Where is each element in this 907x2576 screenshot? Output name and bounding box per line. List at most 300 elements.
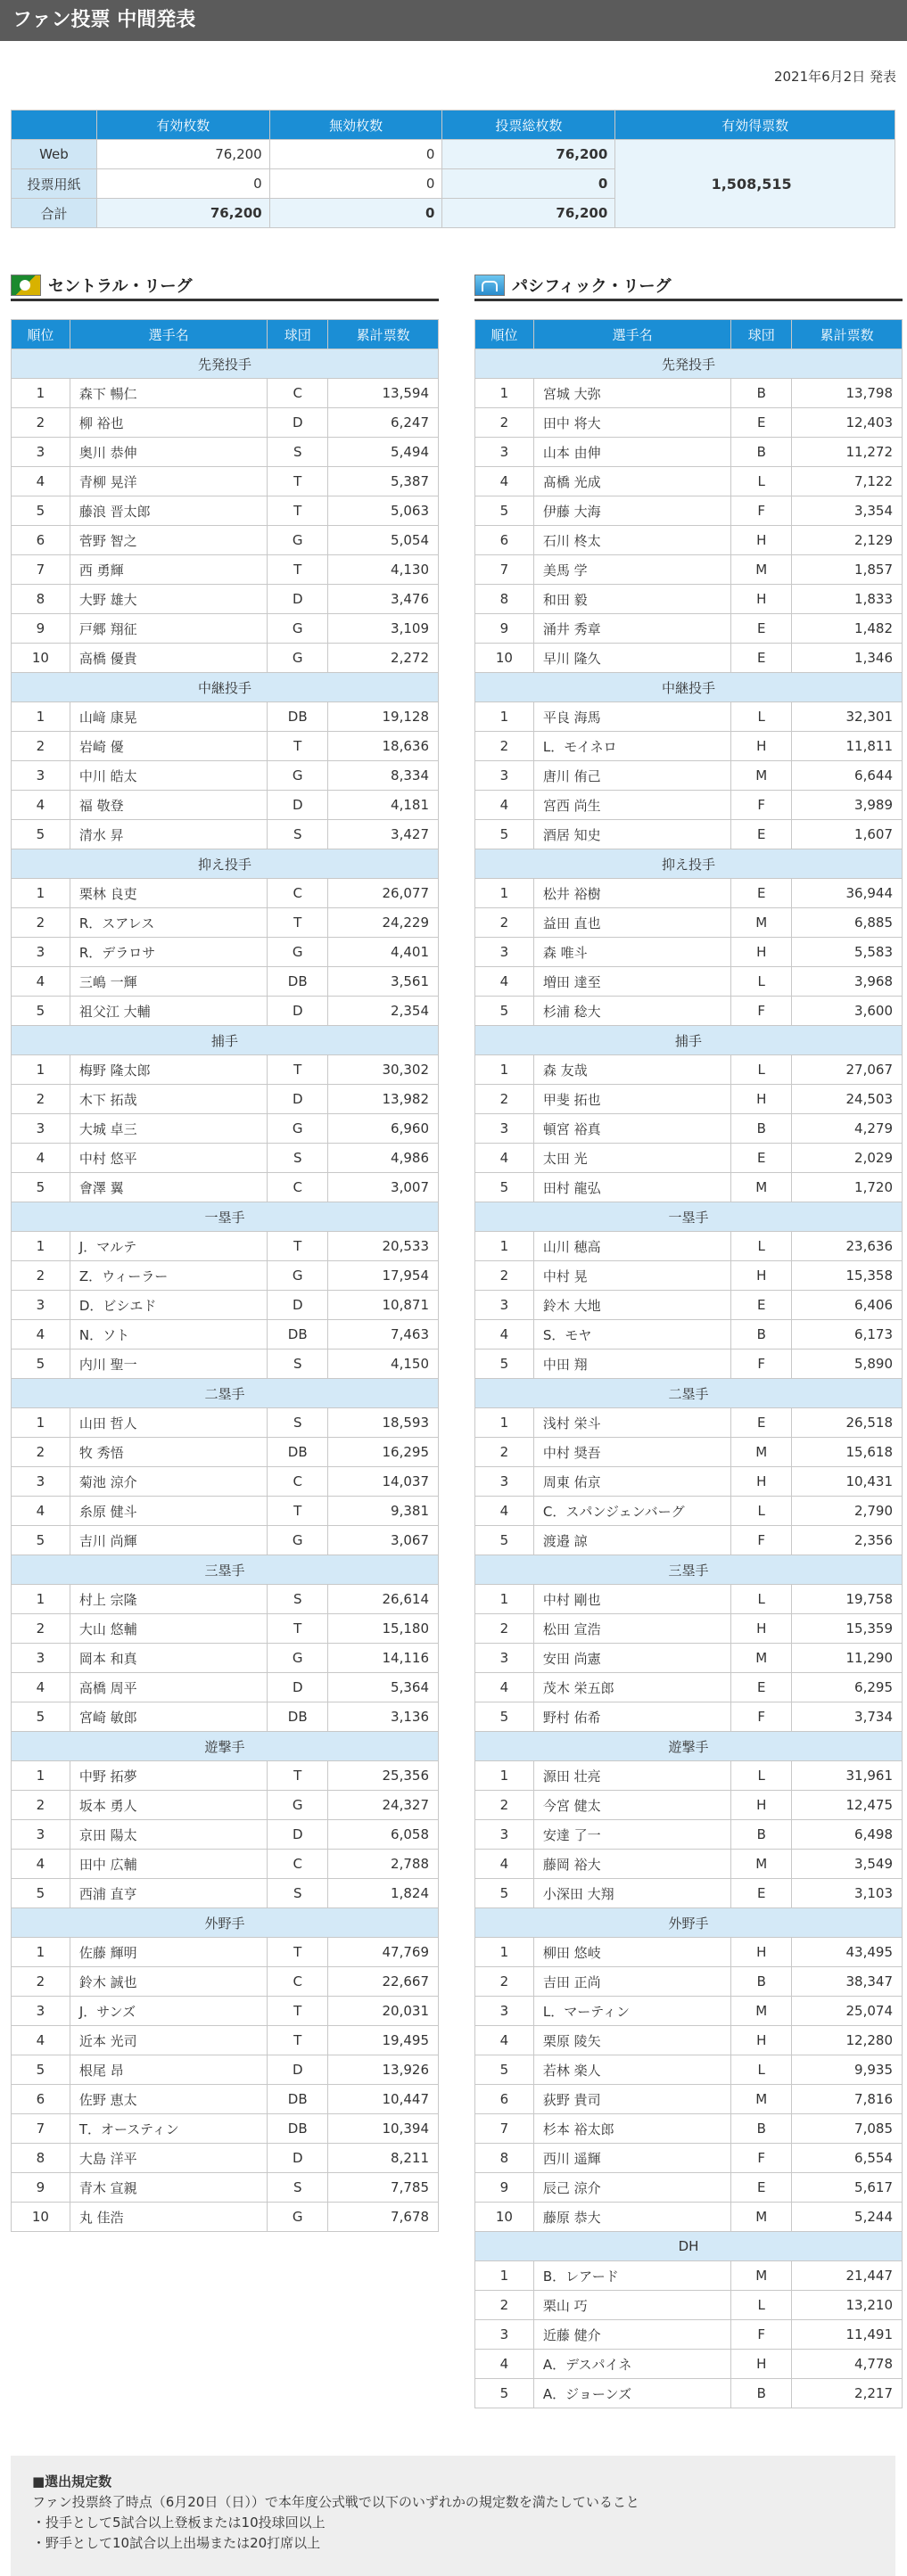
team-cell: B (731, 1820, 792, 1850)
team-cell: F (731, 1526, 792, 1555)
team-cell: B (731, 438, 792, 467)
team-cell: T (268, 908, 328, 938)
player-name-cell: 岩崎 優 (70, 732, 267, 761)
player-name-cell: 藤浪 晋太郎 (70, 496, 267, 526)
position-header-row (12, 349, 439, 379)
votes-cell: 20,031 (328, 1997, 439, 2026)
player-name-cell: 益田 直也 (533, 908, 730, 938)
votes-cell: 1,824 (328, 1879, 439, 1908)
player-row (475, 1967, 903, 1997)
team-cell: G (268, 2203, 328, 2232)
player-row (475, 2055, 903, 2085)
player-name-cell: 和田 毅 (533, 585, 730, 614)
votes-cell: 25,356 (328, 1761, 439, 1791)
team-cell: L (731, 2055, 792, 2085)
player-name-cell: 山田 哲人 (70, 1408, 267, 1438)
team-cell: B (731, 2379, 792, 2408)
player-name-cell: 高橋 周平 (70, 1673, 267, 1702)
position-header-row (475, 1732, 903, 1761)
player-name-cell: 梅野 隆太郎 (70, 1055, 267, 1085)
team-cell: G (268, 1114, 328, 1144)
votes-cell: 4,130 (328, 555, 439, 585)
team-cell: T (268, 1497, 328, 1526)
player-name-cell: 近本 光司 (70, 2026, 267, 2055)
player-row (12, 967, 439, 997)
selection-rules-line: ・野手として10試合以上出場または20打席以上 (32, 2535, 321, 2551)
player-name-cell: 早川 隆久 (533, 644, 730, 673)
player-row (475, 1879, 903, 1908)
player-row (12, 820, 439, 849)
player-name-cell: 吉川 尚輝 (70, 1526, 267, 1555)
player-row (475, 614, 903, 644)
rank-cell: 4 (12, 1144, 70, 1173)
position-label: 三塁手 (12, 1555, 439, 1585)
position-label: 捕手 (12, 1026, 439, 1055)
rank-cell: 3 (475, 1644, 534, 1673)
player-row (12, 2026, 439, 2055)
team-cell: DB (268, 1320, 328, 1350)
player-name-cell: 宮城 大弥 (533, 379, 730, 408)
team-cell: E (731, 1144, 792, 1173)
player-name-cell: 安達 了一 (533, 1820, 730, 1850)
player-name-cell: 栗山 巧 (533, 2291, 730, 2320)
player-row (475, 1820, 903, 1850)
player-row (12, 1232, 439, 1261)
player-name-cell: 中田 翔 (533, 1350, 730, 1379)
page-header (0, 0, 907, 41)
team-cell: M (731, 1850, 792, 1879)
team-cell: M (731, 1644, 792, 1673)
votes-cell: 11,272 (792, 438, 903, 467)
votes-cell: 31,961 (792, 1761, 903, 1791)
team-cell: L (731, 1055, 792, 1085)
rank-cell: 4 (475, 1850, 534, 1879)
votes-cell: 13,982 (328, 1085, 439, 1114)
col-team: 球団 (268, 320, 328, 349)
rank-cell: 7 (475, 555, 534, 585)
selection-rules-heading: ■選出規定数 (32, 2473, 112, 2490)
player-name-cell: 牧 秀悟 (70, 1438, 267, 1467)
votes-cell: 2,356 (792, 1526, 903, 1555)
rank-cell: 3 (12, 938, 70, 967)
player-name-cell: 野村 佑希 (533, 1702, 730, 1732)
player-name-cell: 西川 遥輝 (533, 2144, 730, 2173)
rank-cell: 5 (475, 496, 534, 526)
rank-cell: 4 (475, 791, 534, 820)
rank-cell: 8 (12, 2144, 70, 2173)
player-row (475, 1232, 903, 1261)
team-cell: L (731, 1232, 792, 1261)
position-header-row (475, 1379, 903, 1408)
team-cell: S (268, 1879, 328, 1908)
team-cell: E (731, 644, 792, 673)
player-row (475, 1702, 903, 1732)
player-name-cell: 髙橋 光成 (533, 467, 730, 496)
player-name-cell: A．ジョーンズ (533, 2379, 730, 2408)
rank-cell: 6 (12, 2085, 70, 2114)
player-row (475, 379, 903, 408)
team-cell: S (268, 2173, 328, 2203)
team-cell: T (268, 467, 328, 496)
player-row (475, 702, 903, 732)
votes-cell: 26,077 (328, 879, 439, 908)
votes-cell: 36,944 (792, 879, 903, 908)
player-name-cell: R．デラロサ (70, 938, 267, 967)
team-cell: E (731, 1291, 792, 1320)
votes-cell: 1,833 (792, 585, 903, 614)
rank-cell: 2 (475, 1438, 534, 1467)
votes-cell: 5,890 (792, 1350, 903, 1379)
position-label: 先発投手 (475, 349, 903, 379)
player-row (12, 1497, 439, 1526)
player-name-cell: 大島 洋平 (70, 2144, 267, 2173)
votes-cell: 8,334 (328, 761, 439, 791)
team-cell: H (731, 1261, 792, 1291)
votes-cell: 26,614 (328, 1585, 439, 1614)
player-name-cell: D．ビシエド (70, 1291, 267, 1320)
team-cell: D (268, 2055, 328, 2085)
votes-cell: 10,871 (328, 1291, 439, 1320)
summary-col-valid: 有効枚数 (96, 111, 269, 140)
player-name-cell: 木下 拓哉 (70, 1085, 267, 1114)
team-cell: D (268, 997, 328, 1026)
team-cell: M (731, 1438, 792, 1467)
player-row (475, 526, 903, 555)
rank-cell: 6 (475, 2085, 534, 2114)
player-row (475, 585, 903, 614)
rank-cell: 2 (12, 1085, 70, 1114)
vote-table-header-row (475, 320, 903, 349)
votes-cell: 3,427 (328, 820, 439, 849)
announcement-date: 2021年6月2日 発表 (773, 69, 896, 85)
team-cell: G (268, 1791, 328, 1820)
team-cell: E (731, 408, 792, 438)
player-row (12, 1144, 439, 1173)
player-name-cell: 中村 奨吾 (533, 1438, 730, 1467)
votes-cell: 5,617 (792, 2173, 903, 2203)
votes-cell: 7,122 (792, 467, 903, 496)
team-cell: DB (268, 1702, 328, 1732)
votes-cell: 23,636 (792, 1232, 903, 1261)
votes-cell: 1,607 (792, 820, 903, 849)
team-cell: F (731, 496, 792, 526)
player-row (12, 1173, 439, 1202)
rank-cell: 4 (12, 1673, 70, 1702)
votes-cell: 9,935 (792, 2055, 903, 2085)
team-cell: DB (268, 967, 328, 997)
rank-cell: 8 (12, 585, 70, 614)
player-name-cell: L．マーティン (533, 1997, 730, 2026)
player-row (12, 1879, 439, 1908)
player-name-cell: 唐川 侑己 (533, 761, 730, 791)
player-name-cell: 岡本 和真 (70, 1644, 267, 1673)
player-row (475, 1055, 903, 1085)
col-votes: 累計票数 (792, 320, 903, 349)
votes-cell: 22,667 (328, 1967, 439, 1997)
player-name-cell: 山﨑 康晃 (70, 702, 267, 732)
rank-cell: 5 (12, 1350, 70, 1379)
valid-votes-total: 1,508,515 (615, 140, 895, 228)
player-row (12, 2144, 439, 2173)
col-team: 球団 (731, 320, 792, 349)
player-row (12, 585, 439, 614)
summary-row-web (12, 140, 895, 169)
votes-cell: 10,394 (328, 2114, 439, 2144)
player-row (475, 1585, 903, 1614)
rank-cell: 3 (475, 1820, 534, 1850)
votes-cell: 2,354 (328, 997, 439, 1026)
rank-cell: 2 (475, 732, 534, 761)
player-row (475, 1997, 903, 2026)
player-row (475, 2291, 903, 2320)
votes-cell: 17,954 (328, 1261, 439, 1291)
player-name-cell: 石川 柊太 (533, 526, 730, 555)
votes-cell: 15,359 (792, 1614, 903, 1644)
votes-cell: 6,885 (792, 908, 903, 938)
team-cell: D (268, 791, 328, 820)
votes-cell: 16,295 (328, 1438, 439, 1467)
votes-cell: 6,406 (792, 1291, 903, 1320)
player-name-cell: 森 唯斗 (533, 938, 730, 967)
team-cell: C (268, 879, 328, 908)
team-cell: H (731, 2350, 792, 2379)
rank-cell: 1 (12, 1408, 70, 1438)
position-header-row (475, 2232, 903, 2261)
position-label: 二塁手 (12, 1379, 439, 1408)
player-row (12, 555, 439, 585)
rank-cell: 1 (475, 2261, 534, 2291)
position-label: 抑え投手 (475, 849, 903, 879)
player-name-cell: 高橋 優貴 (70, 644, 267, 673)
votes-cell: 30,302 (328, 1055, 439, 1085)
rank-cell: 1 (12, 1232, 70, 1261)
votes-cell: 7,816 (792, 2085, 903, 2114)
player-name-cell: 中野 拓夢 (70, 1761, 267, 1791)
player-row (12, 2085, 439, 2114)
team-cell: G (268, 1261, 328, 1291)
player-name-cell: 森下 暢仁 (70, 379, 267, 408)
rank-cell: 2 (475, 408, 534, 438)
position-label: 先発投手 (12, 349, 439, 379)
votes-cell: 3,354 (792, 496, 903, 526)
position-label: 抑え投手 (12, 849, 439, 879)
position-label: 中継投手 (12, 673, 439, 702)
central-league-title-text: セントラル・リーグ (48, 276, 193, 296)
player-row (475, 2261, 903, 2291)
rank-cell: 2 (475, 1791, 534, 1820)
player-name-cell: 戸郷 翔征 (70, 614, 267, 644)
team-cell: T (268, 1614, 328, 1644)
player-name-cell: 田村 龍弘 (533, 1173, 730, 1202)
player-name-cell: 酒居 知史 (533, 820, 730, 849)
player-name-cell: 柳田 悠岐 (533, 1938, 730, 1967)
team-cell: G (268, 644, 328, 673)
position-header-row (12, 1026, 439, 1055)
rank-cell: 4 (475, 1320, 534, 1350)
rank-cell: 5 (12, 1702, 70, 1732)
player-name-cell: N．ソト (70, 1320, 267, 1350)
summary-row-label: Web (12, 140, 97, 169)
rank-cell: 1 (475, 702, 534, 732)
player-name-cell: 涌井 秀章 (533, 614, 730, 644)
rank-cell: 7 (12, 2114, 70, 2144)
team-cell: B (731, 2114, 792, 2144)
votes-cell: 2,272 (328, 644, 439, 673)
team-cell: T (268, 1997, 328, 2026)
team-cell: S (268, 820, 328, 849)
position-header-row (475, 1555, 903, 1585)
player-row (12, 761, 439, 791)
player-name-cell: 森 友哉 (533, 1055, 730, 1085)
rank-cell: 3 (475, 938, 534, 967)
player-name-cell: 平良 海馬 (533, 702, 730, 732)
votes-cell: 3,476 (328, 585, 439, 614)
rank-cell: 5 (12, 1173, 70, 1202)
rank-cell: 4 (475, 1673, 534, 1702)
player-name-cell: R．スアレス (70, 908, 267, 938)
position-header-row (12, 849, 439, 879)
votes-cell: 13,798 (792, 379, 903, 408)
player-row (12, 1644, 439, 1673)
votes-cell: 6,644 (792, 761, 903, 791)
team-cell: G (268, 1526, 328, 1555)
rank-cell: 3 (475, 1291, 534, 1320)
votes-cell: 3,067 (328, 1526, 439, 1555)
player-name-cell: 中川 皓太 (70, 761, 267, 791)
player-row (475, 820, 903, 849)
votes-cell: 5,244 (792, 2203, 903, 2232)
position-label: DH (475, 2232, 903, 2261)
player-row (12, 1114, 439, 1144)
team-cell: C (268, 379, 328, 408)
votes-cell: 5,063 (328, 496, 439, 526)
votes-cell: 43,495 (792, 1938, 903, 1967)
rank-cell: 5 (12, 1879, 70, 1908)
rank-cell: 3 (475, 1997, 534, 2026)
team-cell: H (731, 2026, 792, 2055)
votes-cell: 1,720 (792, 1173, 903, 1202)
rank-cell: 2 (475, 1261, 534, 1291)
summary-cell: 76,200 (442, 140, 615, 169)
rank-cell: 1 (475, 1408, 534, 1438)
player-row (475, 908, 903, 938)
votes-cell: 19,495 (328, 2026, 439, 2055)
team-cell: H (731, 1467, 792, 1497)
player-name-cell: 京田 陽太 (70, 1820, 267, 1850)
rank-cell: 4 (475, 967, 534, 997)
player-row (475, 2173, 903, 2203)
player-row (12, 1761, 439, 1791)
player-name-cell: 杉本 裕太郎 (533, 2114, 730, 2144)
votes-cell: 21,447 (792, 2261, 903, 2291)
rank-cell: 3 (12, 1820, 70, 1850)
player-row (12, 908, 439, 938)
team-cell: DB (268, 1438, 328, 1467)
player-name-cell: 祖父江 大輔 (70, 997, 267, 1026)
rank-cell: 8 (475, 585, 534, 614)
player-name-cell: L．モイネロ (533, 732, 730, 761)
team-cell: D (268, 1085, 328, 1114)
votes-cell: 5,364 (328, 1673, 439, 1702)
votes-cell: 6,295 (792, 1673, 903, 1702)
position-label: 二塁手 (475, 1379, 903, 1408)
votes-cell: 3,989 (792, 791, 903, 820)
team-cell: T (268, 1232, 328, 1261)
player-row (12, 379, 439, 408)
rank-cell: 6 (12, 526, 70, 555)
votes-cell: 18,593 (328, 1408, 439, 1438)
rank-cell: 1 (12, 702, 70, 732)
summary-table (11, 110, 895, 228)
player-row (475, 1144, 903, 1173)
votes-cell: 1,346 (792, 644, 903, 673)
rank-cell: 8 (475, 2144, 534, 2173)
team-cell: E (731, 614, 792, 644)
votes-cell: 15,358 (792, 1261, 903, 1291)
player-name-cell: 佐野 恵太 (70, 2085, 267, 2114)
player-name-cell: 菅野 智之 (70, 526, 267, 555)
position-header-row (12, 1732, 439, 1761)
player-row (475, 967, 903, 997)
player-name-cell: 福 敬登 (70, 791, 267, 820)
player-name-cell: 中村 晃 (533, 1261, 730, 1291)
player-name-cell: 鈴木 誠也 (70, 1967, 267, 1997)
team-cell: G (268, 526, 328, 555)
central-league-logo-icon (11, 275, 41, 296)
rank-cell: 2 (12, 1438, 70, 1467)
team-cell: S (268, 1350, 328, 1379)
rank-cell: 4 (12, 467, 70, 496)
team-cell: H (731, 585, 792, 614)
col-votes: 累計票数 (328, 320, 439, 349)
team-cell: E (731, 820, 792, 849)
votes-cell: 24,503 (792, 1085, 903, 1114)
team-cell: E (731, 1879, 792, 1908)
team-cell: L (731, 1497, 792, 1526)
player-name-cell: 奥川 恭伸 (70, 438, 267, 467)
player-row (12, 1702, 439, 1732)
team-cell: M (731, 1997, 792, 2026)
votes-cell: 6,498 (792, 1820, 903, 1850)
team-cell: B (731, 1967, 792, 1997)
summary-cell: 76,200 (442, 199, 615, 228)
player-row (12, 408, 439, 438)
player-row (475, 644, 903, 673)
summary-corner (12, 111, 97, 140)
votes-cell: 13,594 (328, 379, 439, 408)
team-cell: H (731, 938, 792, 967)
votes-cell: 7,678 (328, 2203, 439, 2232)
player-name-cell: 青柳 晃洋 (70, 467, 267, 496)
rank-cell: 2 (475, 1614, 534, 1644)
position-header-row (475, 349, 903, 379)
votes-cell: 20,533 (328, 1232, 439, 1261)
player-row (12, 2203, 439, 2232)
rank-cell: 5 (475, 2379, 534, 2408)
team-cell: DB (268, 2085, 328, 2114)
team-cell: T (268, 1761, 328, 1791)
player-row (475, 1673, 903, 1702)
summary-cell: 0 (96, 169, 269, 199)
rank-cell: 4 (475, 1144, 534, 1173)
rank-cell: 3 (12, 1467, 70, 1497)
team-cell: L (731, 967, 792, 997)
player-name-cell: 大野 雄大 (70, 585, 267, 614)
player-row (12, 997, 439, 1026)
rank-cell: 1 (12, 1761, 70, 1791)
team-cell: D (268, 408, 328, 438)
team-cell: T (268, 2026, 328, 2055)
